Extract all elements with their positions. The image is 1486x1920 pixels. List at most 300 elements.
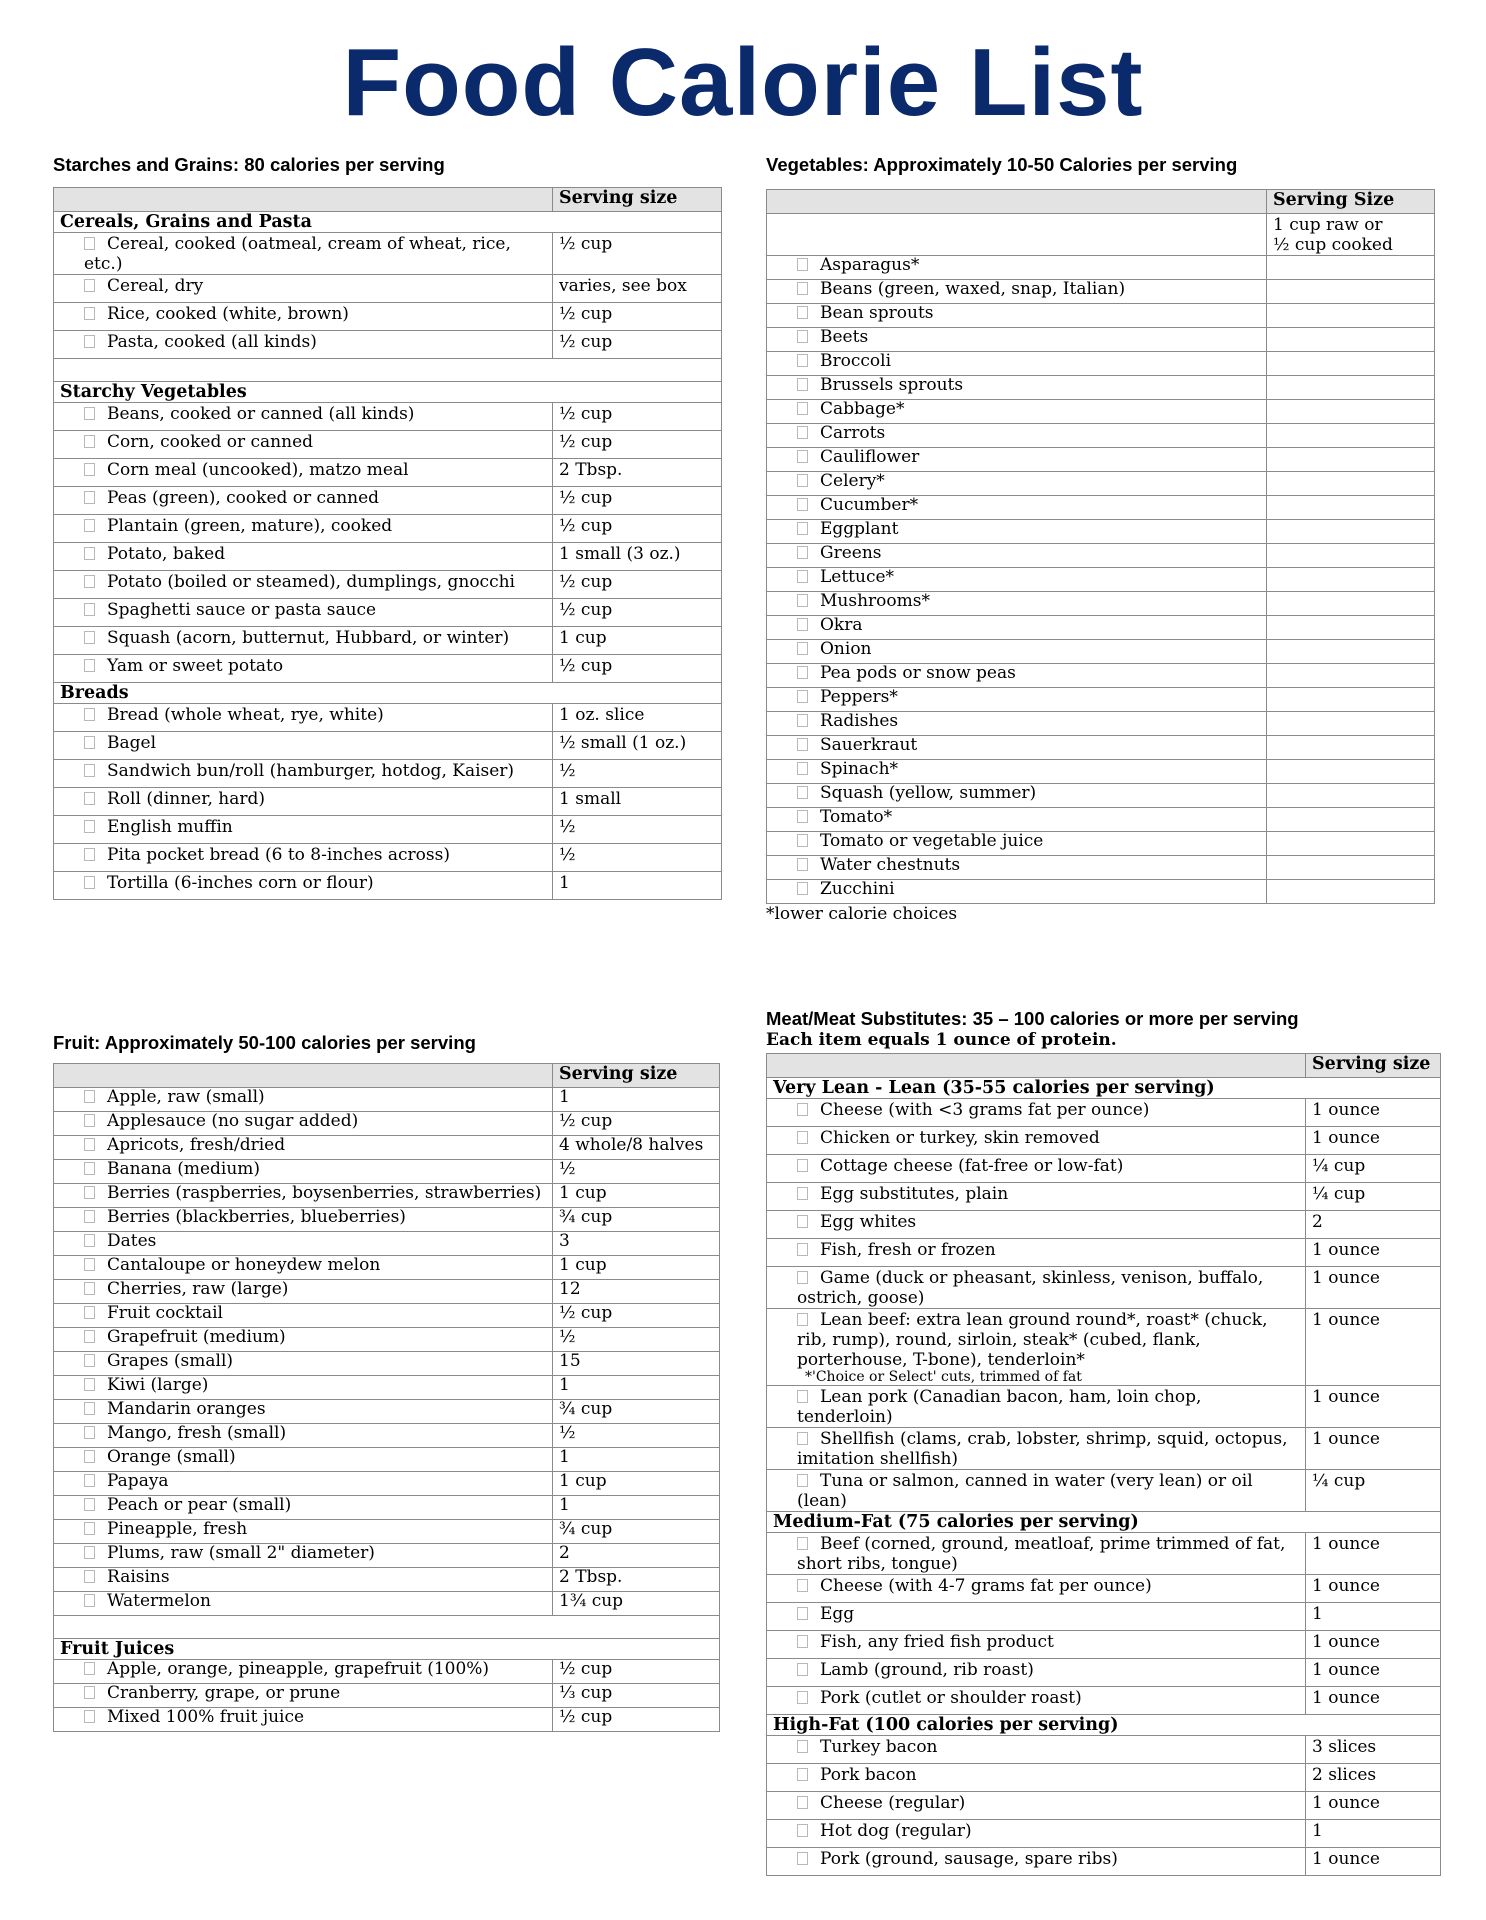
fruit-juice-food-name: Apple, orange, pineapple, grapefruit (100%) — [107, 1659, 490, 1679]
meat-row — [767, 1820, 1441, 1848]
fruit-juice-row — [54, 1660, 720, 1684]
fruit-food-cell — [54, 1184, 553, 1208]
fruit-food-cell — [54, 1304, 553, 1328]
starches-food-cell — [54, 515, 553, 543]
checkbox[interactable] — [797, 258, 808, 271]
checkbox[interactable] — [797, 1579, 808, 1592]
meat-group-name: Medium-Fat (75 calories per serving) — [767, 1512, 1306, 1533]
meat-row — [767, 1099, 1441, 1127]
vegetables-serving-cell — [1267, 256, 1435, 280]
vegetables-serving-cell — [1267, 880, 1435, 904]
checkbox[interactable] — [84, 631, 95, 644]
checkbox[interactable] — [797, 1852, 808, 1865]
vegetables-serving-cell — [1267, 784, 1435, 808]
checkbox[interactable] — [797, 762, 808, 775]
checkbox[interactable] — [797, 1607, 808, 1620]
vegetables-row — [767, 304, 1435, 328]
vegetables-food-name: Beets — [820, 327, 869, 347]
checkbox[interactable] — [797, 1313, 808, 1326]
fruit-food-cell — [54, 1496, 553, 1520]
meat-row — [767, 1603, 1441, 1631]
checkbox[interactable] — [84, 519, 95, 532]
meat-serving-cell: 1 ounce — [1306, 1848, 1441, 1876]
vegetables-food-name: Cucumber* — [820, 495, 919, 515]
checkbox[interactable] — [797, 570, 808, 583]
checkbox[interactable] — [84, 335, 95, 348]
checkbox[interactable] — [797, 1187, 808, 1200]
checkbox[interactable] — [84, 708, 95, 721]
meat-food-name: Lean beef: extra lean ground round*, roast* (chuck, rib, rump), round, sirloin, steak* (cubed, flank, porterhouse, T-bone), tenderloin* — [797, 1310, 1268, 1370]
meat-serving-cell: 1 ounce — [1306, 1386, 1441, 1428]
vegetables-food-cell — [767, 328, 1267, 352]
vegetables-footnote: *lower calorie choices — [766, 904, 958, 924]
vegetables-food-cell — [767, 256, 1267, 280]
vegetables-row — [767, 784, 1435, 808]
meat-serving-cell: 1 ounce — [1306, 1099, 1441, 1127]
fruit-food-name: Dates — [107, 1231, 157, 1251]
meat-food-cell — [767, 1239, 1306, 1267]
starches-food-cell — [54, 788, 553, 816]
fruit-row — [54, 1328, 720, 1352]
fruit-header-row — [54, 1064, 720, 1088]
meat-food-name: Egg — [820, 1604, 855, 1624]
meat-food-name: Game (duck or pheasant, skinless, venison, buffalo, ostrich, goose) — [797, 1268, 1264, 1308]
vegetables-serving-cell — [1267, 304, 1435, 328]
checkbox[interactable] — [797, 1740, 808, 1753]
checkbox[interactable] — [797, 1474, 808, 1487]
meat-food-cell — [767, 1820, 1306, 1848]
starches-serving-cell: ½ cup — [553, 431, 722, 459]
checkbox[interactable] — [797, 522, 808, 535]
vegetables-serving-cell — [1267, 688, 1435, 712]
meat-row — [767, 1309, 1441, 1386]
starches-food-name: Rice, cooked (white, brown) — [107, 304, 349, 324]
starches-serving-header: Serving size — [553, 188, 722, 212]
starches-serving-cell: varies, see box — [553, 275, 722, 303]
starches-food-name: Roll (dinner, hard) — [107, 789, 266, 809]
meat-food-cell — [767, 1127, 1306, 1155]
checkbox[interactable] — [84, 1686, 95, 1699]
checkbox[interactable] — [797, 354, 808, 367]
checkbox[interactable] — [84, 1662, 95, 1675]
fruit-spacer — [54, 1616, 720, 1639]
starches-row — [54, 331, 722, 359]
starches-food-name: Tortilla (6-inches corn or flour) — [107, 873, 374, 893]
meat-heading: Meat/Meat Substitutes: 35 – 100 calories or more per serving — [766, 1008, 1299, 1029]
starches-food-cell — [54, 844, 553, 872]
starches-group-name: Starchy Vegetables — [54, 382, 553, 403]
fruit-food-cell — [54, 1328, 553, 1352]
checkbox[interactable] — [84, 820, 95, 833]
meat-food-cell — [767, 1533, 1306, 1575]
meat-food-cell — [767, 1470, 1306, 1512]
starches-food-cell — [54, 816, 553, 844]
meat-serving-cell: 2 slices — [1306, 1764, 1441, 1792]
meat-food-name: Egg whites — [820, 1212, 917, 1232]
checkbox[interactable] — [84, 1546, 95, 1559]
fruit-food-cell — [54, 1208, 553, 1232]
starches-serving-cell: 1 small (3 oz.) — [553, 543, 722, 571]
starches-food-name: Bread (whole wheat, rye, white) — [107, 705, 384, 725]
meat-food-cell — [767, 1603, 1306, 1631]
checkbox[interactable] — [797, 1537, 808, 1550]
fruit-food-cell — [54, 1088, 553, 1112]
checkbox[interactable] — [84, 1306, 95, 1319]
vegetables-serving-header: Serving Size — [1267, 190, 1435, 214]
checkbox[interactable] — [84, 1594, 95, 1607]
checkbox[interactable] — [797, 474, 808, 487]
fruit-food-cell — [54, 1280, 553, 1304]
meat-food-name: Lean pork (Canadian bacon, ham, loin chop, tenderloin) — [797, 1387, 1202, 1427]
starches-row — [54, 303, 722, 331]
checkbox[interactable] — [797, 714, 808, 727]
starches-food-name: Cereal, dry — [107, 276, 204, 296]
vegetables-serving-cell — [1267, 424, 1435, 448]
starches-serving-cell: ½ cup — [553, 233, 722, 275]
meat-section — [766, 1008, 1441, 1876]
fruit-food-cell — [54, 1448, 553, 1472]
meat-subheading: Each item equals 1 ounce of protein. — [766, 1030, 1117, 1050]
meat-row — [767, 1687, 1441, 1715]
checkbox[interactable] — [797, 1691, 808, 1704]
fruit-row — [54, 1280, 720, 1304]
checkbox[interactable] — [84, 1354, 95, 1367]
starches-serving-cell: ½ cup — [553, 403, 722, 431]
checkbox[interactable] — [84, 1330, 95, 1343]
checkbox[interactable] — [797, 306, 808, 319]
meat-food-name: Cottage cheese (fat-free or low-fat) — [820, 1156, 1124, 1176]
checkbox[interactable] — [84, 736, 95, 749]
vegetables-section — [766, 154, 1435, 924]
fruit-serving-cell: 2 Tbsp. — [553, 1568, 720, 1592]
checkbox[interactable] — [84, 1498, 95, 1511]
starches-group-blank — [553, 212, 722, 233]
checkbox[interactable] — [84, 1162, 95, 1175]
fruit-juice-food-name: Cranberry, grape, or prune — [107, 1683, 341, 1703]
meat-row — [767, 1764, 1441, 1792]
fruit-row — [54, 1568, 720, 1592]
fruit-row — [54, 1304, 720, 1328]
checkbox[interactable] — [84, 1138, 95, 1151]
vegetables-header-blank — [767, 190, 1267, 214]
checkbox[interactable] — [84, 1210, 95, 1223]
vegetables-row — [767, 328, 1435, 352]
checkbox[interactable] — [797, 858, 808, 871]
checkbox[interactable] — [84, 848, 95, 861]
vegetables-table — [766, 189, 1435, 904]
checkbox[interactable] — [797, 1159, 808, 1172]
fruit-food-name: Watermelon — [107, 1591, 211, 1611]
starches-row — [54, 571, 722, 599]
fruit-serving-cell: ½ — [553, 1424, 720, 1448]
fruit-food-cell — [54, 1472, 553, 1496]
checkbox[interactable] — [84, 575, 95, 588]
checkbox[interactable] — [797, 1103, 808, 1116]
vegetables-serving-cell — [1267, 664, 1435, 688]
starches-row — [54, 459, 722, 487]
starches-food-name: Potato, baked — [107, 544, 226, 564]
checkbox[interactable] — [797, 810, 808, 823]
vegetables-food-name: Greens — [820, 543, 882, 563]
starches-row — [54, 275, 722, 303]
vegetables-food-name: Onion — [820, 639, 872, 659]
checkbox[interactable] — [797, 666, 808, 679]
checkbox[interactable] — [797, 618, 808, 631]
checkbox[interactable] — [797, 1271, 808, 1284]
vegetables-row — [767, 688, 1435, 712]
vegetables-serving-cell — [1267, 496, 1435, 520]
vegetables-food-name: Pea pods or snow peas — [820, 663, 1016, 683]
vegetables-food-name: Bean sprouts — [820, 303, 934, 323]
checkbox[interactable] — [84, 659, 95, 672]
checkbox[interactable] — [797, 594, 808, 607]
page-title: Food Calorie List — [342, 29, 1144, 136]
fruit-juice-food-name: Mixed 100% fruit juice — [107, 1707, 305, 1727]
checkbox[interactable] — [84, 1234, 95, 1247]
vegetables-food-cell — [767, 352, 1267, 376]
checkbox[interactable] — [84, 792, 95, 805]
meat-header-blank — [767, 1054, 1306, 1078]
checkbox[interactable] — [797, 282, 808, 295]
vegetables-row — [767, 664, 1435, 688]
starches-serving-cell: ½ — [553, 844, 722, 872]
checkbox[interactable] — [84, 1522, 95, 1535]
checkbox[interactable] — [797, 786, 808, 799]
fruit-food-name: Kiwi (large) — [107, 1375, 209, 1395]
vegetables-food-name: Cabbage* — [820, 399, 905, 419]
fruit-row — [54, 1256, 720, 1280]
checkbox[interactable] — [84, 491, 95, 504]
checkbox[interactable] — [797, 1215, 808, 1228]
checkbox[interactable] — [797, 450, 808, 463]
vegetables-row — [767, 616, 1435, 640]
checkbox[interactable] — [84, 1402, 95, 1415]
fruit-row — [54, 1112, 720, 1136]
meat-food-cell — [767, 1386, 1306, 1428]
meat-food-cell — [767, 1848, 1306, 1876]
checkbox[interactable] — [84, 876, 95, 889]
meat-food-name: Tuna or salmon, canned in water (very lean) or oil (lean) — [797, 1471, 1253, 1511]
checkbox[interactable] — [84, 1186, 95, 1199]
meat-food-name: Hot dog (regular) — [820, 1821, 972, 1841]
fruit-food-name: Grapes (small) — [107, 1351, 234, 1371]
fruit-serving-cell: 1 cup — [553, 1184, 720, 1208]
vegetables-row — [767, 856, 1435, 880]
checkbox[interactable] — [84, 1258, 95, 1271]
starches-row — [54, 760, 722, 788]
fruit-food-cell — [54, 1256, 553, 1280]
meat-food-cell — [767, 1211, 1306, 1239]
fruit-juice-serving-cell: ⅓ cup — [553, 1684, 720, 1708]
starches-food-cell — [54, 655, 553, 683]
vegetables-food-cell — [767, 424, 1267, 448]
checkbox[interactable] — [797, 642, 808, 655]
meat-row — [767, 1127, 1441, 1155]
fruit-serving-cell: 1 — [553, 1088, 720, 1112]
vegetables-food-cell — [767, 712, 1267, 736]
checkbox[interactable] — [797, 882, 808, 895]
vegetables-food-cell — [767, 616, 1267, 640]
meat-header-row — [767, 1054, 1441, 1078]
fruit-serving-cell: 1 cup — [553, 1256, 720, 1280]
checkbox[interactable] — [84, 463, 95, 476]
fruit-group-row — [54, 1639, 720, 1660]
meat-food-cell — [767, 1575, 1306, 1603]
checkbox[interactable] — [797, 378, 808, 391]
vegetables-serving-note-line2: ½ cup cooked — [1273, 235, 1393, 255]
meat-group-name: High-Fat (100 calories per serving) — [767, 1715, 1306, 1736]
vegetables-food-cell — [767, 592, 1267, 616]
checkbox[interactable] — [84, 1450, 95, 1463]
checkbox[interactable] — [84, 1114, 95, 1127]
checkbox[interactable] — [797, 1432, 808, 1445]
checkbox[interactable] — [84, 237, 95, 250]
checkbox[interactable] — [797, 1635, 808, 1648]
starches-row — [54, 515, 722, 543]
fruit-food-cell — [54, 1520, 553, 1544]
starches-serving-cell: ½ cup — [553, 331, 722, 359]
vegetables-row — [767, 640, 1435, 664]
vegetables-heading: Vegetables: Approximately 10-50 Calories per serving — [766, 154, 1238, 175]
vegetables-serving-cell — [1267, 712, 1435, 736]
vegetables-food-name: Broccoli — [820, 351, 892, 371]
vegetables-food-cell — [767, 448, 1267, 472]
vegetables-food-cell — [767, 568, 1267, 592]
vegetables-header-row — [767, 190, 1435, 214]
fruit-food-cell — [54, 1400, 553, 1424]
vegetables-food-cell — [767, 664, 1267, 688]
vegetables-food-cell — [767, 280, 1267, 304]
checkbox[interactable] — [797, 834, 808, 847]
vegetables-row — [767, 736, 1435, 760]
checkbox[interactable] — [84, 603, 95, 616]
fruit-heading: Fruit: Approximately 50-100 calories per serving — [53, 1032, 476, 1053]
starches-food-name: Beans, cooked or canned (all kinds) — [107, 404, 415, 424]
starches-food-name: Yam or sweet potato — [107, 656, 284, 676]
vegetables-food-name: Lettuce* — [820, 567, 895, 587]
starches-food-name: Corn, cooked or canned — [107, 432, 314, 452]
vegetables-serving-cell — [1267, 472, 1435, 496]
starches-group-blank — [553, 683, 722, 704]
meat-food-cell — [767, 1099, 1306, 1127]
vegetables-serving-cell — [1267, 544, 1435, 568]
checkbox[interactable] — [84, 435, 95, 448]
starches-row — [54, 543, 722, 571]
vegetables-serving-note — [1267, 214, 1435, 256]
meat-serving-cell: 3 slices — [1306, 1736, 1441, 1764]
fruit-row — [54, 1592, 720, 1616]
checkbox[interactable] — [84, 307, 95, 320]
meat-serving-cell: 1 ounce — [1306, 1239, 1441, 1267]
starches-spacer — [54, 359, 722, 382]
fruit-row — [54, 1448, 720, 1472]
starches-group-row — [54, 382, 722, 403]
checkbox[interactable] — [797, 738, 808, 751]
starches-food-name: Potato (boiled or steamed), dumplings, gnocchi — [107, 572, 515, 592]
vegetables-serving-cell — [1267, 808, 1435, 832]
vegetables-food-name: Radishes — [820, 711, 899, 731]
vegetables-food-cell — [767, 640, 1267, 664]
checkbox[interactable] — [797, 498, 808, 511]
checkbox[interactable] — [797, 1768, 808, 1781]
meat-food-name: Chicken or turkey, skin removed — [820, 1128, 1100, 1148]
checkbox[interactable] — [797, 1243, 808, 1256]
vegetables-food-name: Okra — [820, 615, 863, 635]
meat-serving-cell: 1 ounce — [1306, 1267, 1441, 1309]
starches-food-cell — [54, 233, 553, 275]
checkbox[interactable] — [84, 1426, 95, 1439]
checkbox[interactable] — [84, 1710, 95, 1723]
meat-row — [767, 1470, 1441, 1512]
checkbox[interactable] — [84, 764, 95, 777]
checkbox[interactable] — [797, 1824, 808, 1837]
meat-food-name: Beef (corned, ground, meatloaf, prime trimmed of fat, short ribs, tongue) — [797, 1534, 1286, 1574]
starches-row — [54, 816, 722, 844]
checkbox[interactable] — [84, 1474, 95, 1487]
checkbox[interactable] — [797, 1390, 808, 1403]
meat-food-name: Fish, any fried fish product — [820, 1632, 1054, 1652]
fruit-food-cell — [54, 1136, 553, 1160]
vegetables-serving-cell — [1267, 520, 1435, 544]
meat-food-note: *'Choice or Select' cuts, trimmed of fat — [805, 1369, 1082, 1385]
meat-row — [767, 1659, 1441, 1687]
fruit-food-name: Cantaloupe or honeydew melon — [107, 1255, 381, 1275]
checkbox[interactable] — [84, 547, 95, 560]
meat-food-name: Cheese (with 4-7 grams fat per ounce) — [820, 1576, 1152, 1596]
starches-spacer-row — [54, 359, 722, 382]
checkbox[interactable] — [797, 426, 808, 439]
fruit-juice-serving-cell: ½ cup — [553, 1708, 720, 1732]
checkbox[interactable] — [797, 690, 808, 703]
starches-row — [54, 732, 722, 760]
checkbox[interactable] — [84, 1282, 95, 1295]
meat-serving-cell: 1 ounce — [1306, 1792, 1441, 1820]
checkbox[interactable] — [84, 1378, 95, 1391]
checkbox[interactable] — [797, 330, 808, 343]
fruit-food-cell — [54, 1592, 553, 1616]
fruit-serving-cell: ¾ cup — [553, 1400, 720, 1424]
fruit-section — [53, 1032, 720, 1732]
fruit-serving-cell: 1 — [553, 1448, 720, 1472]
meat-food-cell — [767, 1183, 1306, 1211]
checkbox[interactable] — [84, 1090, 95, 1103]
fruit-group-blank — [553, 1639, 720, 1660]
fruit-row — [54, 1544, 720, 1568]
fruit-food-name: Berries (blackberries, blueberries) — [107, 1207, 406, 1227]
checkbox[interactable] — [797, 1131, 808, 1144]
starches-food-name: Bagel — [107, 733, 157, 753]
vegetables-food-cell — [767, 304, 1267, 328]
fruit-row — [54, 1376, 720, 1400]
starches-row — [54, 487, 722, 515]
checkbox[interactable] — [797, 402, 808, 415]
fruit-food-cell — [54, 1352, 553, 1376]
checkbox[interactable] — [797, 1663, 808, 1676]
vegetables-food-cell — [767, 832, 1267, 856]
checkbox[interactable] — [797, 1796, 808, 1809]
starches-serving-cell: ½ small (1 oz.) — [553, 732, 722, 760]
checkbox[interactable] — [84, 279, 95, 292]
vegetables-food-cell — [767, 784, 1267, 808]
starches-row — [54, 599, 722, 627]
checkbox[interactable] — [84, 407, 95, 420]
checkbox[interactable] — [84, 1570, 95, 1583]
checkbox[interactable] — [797, 546, 808, 559]
fruit-spacer-row — [54, 1616, 720, 1639]
fruit-food-name: Apple, raw (small) — [107, 1087, 265, 1107]
meat-group-blank — [1306, 1078, 1441, 1099]
vegetables-row — [767, 400, 1435, 424]
